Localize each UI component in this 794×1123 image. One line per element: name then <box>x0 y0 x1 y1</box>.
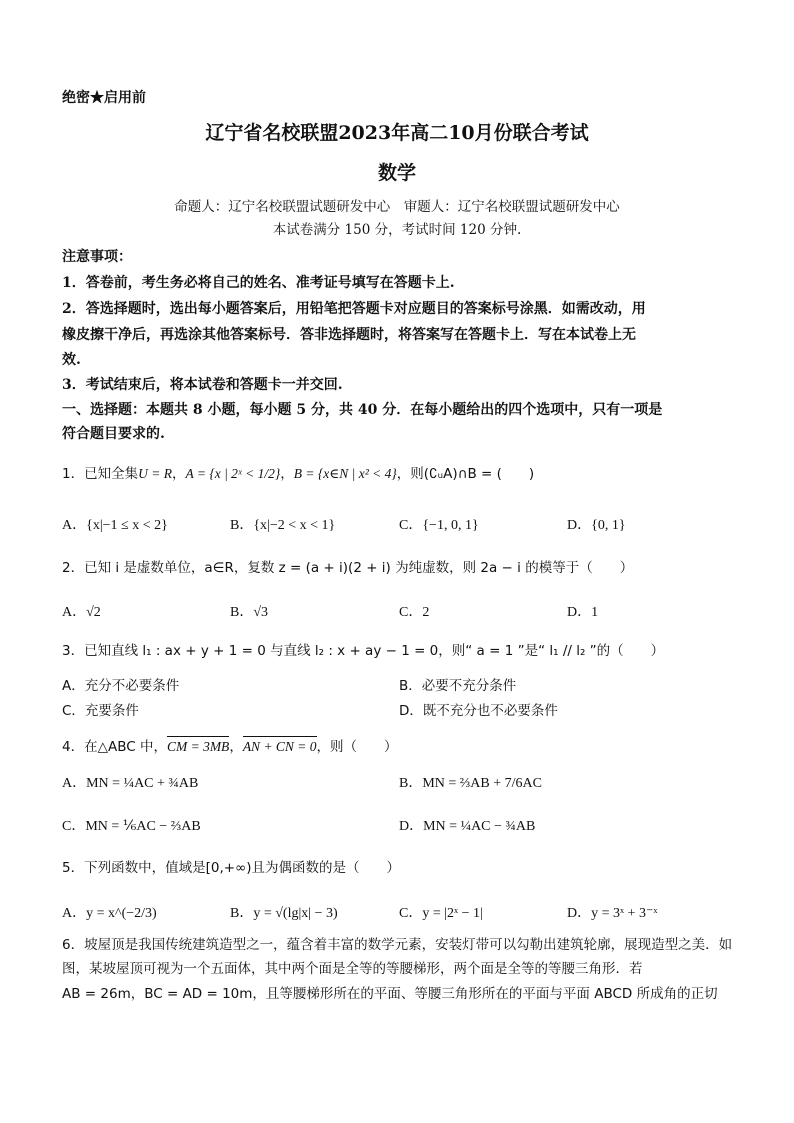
q1-option-d[interactable]: D．{0, 1} <box>567 518 626 533</box>
secret-label: 绝密★启用前 <box>62 90 146 106</box>
note-item: 2．答选择题时，选出每小题答案后，用铅笔把答题卡对应题目的答案标号涂黑．如需改动，用 <box>62 301 646 317</box>
q3-option-a[interactable]: A．充分不必要条件 <box>62 678 180 694</box>
note-item: 3．考试结束后，将本试卷和答题卡一并交回. <box>62 377 343 393</box>
note-item: 橡皮擦干净后，再选涂其他答案标号．答非选择题时，将答案写在答题卡上．写在本试卷上无 <box>62 327 636 343</box>
q5-option-b[interactable]: B．y = √(lg|x| − 3) <box>230 906 338 921</box>
q2-option-c[interactable]: C．2 <box>399 605 430 620</box>
question-6-line: 6．坡屋顶是我国传统建筑造型之一，蕴含着丰富的数学元素，安装灯带可以勾勒出建筑轮廓，展现造型之美．如 <box>62 937 733 953</box>
q4-stem-suffix: ，则（ ） <box>316 739 398 755</box>
q1-ask: 则(∁ᵤA)∩B = ( ) <box>410 466 535 482</box>
q1-set-b: B = {x∈N | x² < 4} <box>293 466 397 481</box>
section-heading: 一、选择题：本题共 8 小题，每小题 5 分，共 40 分．在每小题给出的四个选项中，只有一项是 <box>62 402 663 418</box>
q3-option-c[interactable]: C．充要条件 <box>62 703 139 719</box>
section-heading-cont: 符合题目要求的. <box>62 426 165 442</box>
exam-title: 辽宁省名校联盟2023年高二10月份联合考试 <box>205 122 589 144</box>
q2-option-a[interactable]: A．√2 <box>62 605 101 620</box>
q1-option-c[interactable]: C．{−1, 0, 1} <box>399 518 479 533</box>
q4-option-a[interactable]: A．MN = ¼AC + ¾AB <box>62 776 199 791</box>
q4-option-b[interactable]: B．MN = ⅔AB + 7/6AC <box>399 776 542 791</box>
q3-option-d[interactable]: D．既不充分也不必要条件 <box>399 703 558 719</box>
q1-prefix: 1．已知全集 <box>62 466 139 482</box>
q3-option-b[interactable]: B．必要不充分条件 <box>399 678 517 694</box>
question-6-line: 图，某坡屋顶可视为一个五面体，其中两个面是全等的等腰梯形，两个面是全等的等腰三角形．若 <box>62 961 643 977</box>
q5-option-d[interactable]: D．y = 3ˣ + 3⁻ˣ <box>567 906 658 921</box>
q1-set-u: U = R <box>138 466 172 481</box>
note-item: 效. <box>62 352 81 368</box>
question-6-line: AB = 26m，BC = AD = 10m，且等腰梯形所在的平面、等腰三角形所在的平面与平面 ABCD 所成角的正切 <box>62 986 718 1002</box>
question-2-stem: 2．已知 i 是虚数单位，a∈R，复数 z = (a + i)(2 + i) 为纯虚数，则 2a − i 的模等于（ ） <box>62 560 634 576</box>
exam-info: 本试卷满分 150 分，考试时间 120 分钟. <box>272 222 522 238</box>
q1-option-a[interactable]: A．{x|−1 ≤ x < 2} <box>62 518 168 533</box>
q4-stem-prefix: 4．在△ABC 中， <box>62 739 167 755</box>
q1-set-a: A = {x | 2ˣ < 1/2} <box>185 466 281 481</box>
q1-option-b[interactable]: B．{x|−2 < x < 1} <box>230 518 336 533</box>
q5-option-c[interactable]: C．y = |2ˣ − 1| <box>399 906 483 921</box>
question-5-stem: 5．下列函数中，值域是[0,+∞)且为偶函数的是（ ） <box>62 860 401 876</box>
q2-option-d[interactable]: D．1 <box>567 605 599 620</box>
q4-option-d[interactable]: D．MN = ¼AC − ¾AB <box>399 819 536 834</box>
subject-title: 数学 <box>377 162 416 184</box>
q4-cond-2: AN + CN = 0 <box>243 737 317 757</box>
q4-cond-1: CM = 3MB <box>167 737 229 757</box>
authors-line: 命题人：辽宁名校联盟试题研发中心 审题人：辽宁名校联盟试题研发中心 <box>174 199 620 215</box>
q2-option-b[interactable]: B．√3 <box>230 605 269 620</box>
note-item: 1．答卷前，考生务必将自己的姓名、准考证号填写在答题卡上. <box>62 275 455 291</box>
q4-option-c[interactable]: C．MN = ⅙AC − ⅔AB <box>62 819 201 834</box>
q5-option-a[interactable]: A．y = x^(−2/3) <box>62 906 157 921</box>
question-3-stem: 3．已知直线 l₁ : ax + y + 1 = 0 与直线 l₂ : x + ay − 1 = 0，则“ a = 1 ”是“ l₁ // l₂ ”的（ ） <box>62 643 665 659</box>
notes-heading: 注意事项： <box>62 249 132 265</box>
question-4-stem: 4．在△ABC 中，CM = 3MB，AN + CN = 0，则（ ） <box>62 739 398 755</box>
question-1-stem: 1．已知全集U = R，A = {x | 2ˣ < 1/2}，B = {x∈N | x² < 4}，则(∁ᵤA)∩B = ( ) <box>62 466 535 482</box>
